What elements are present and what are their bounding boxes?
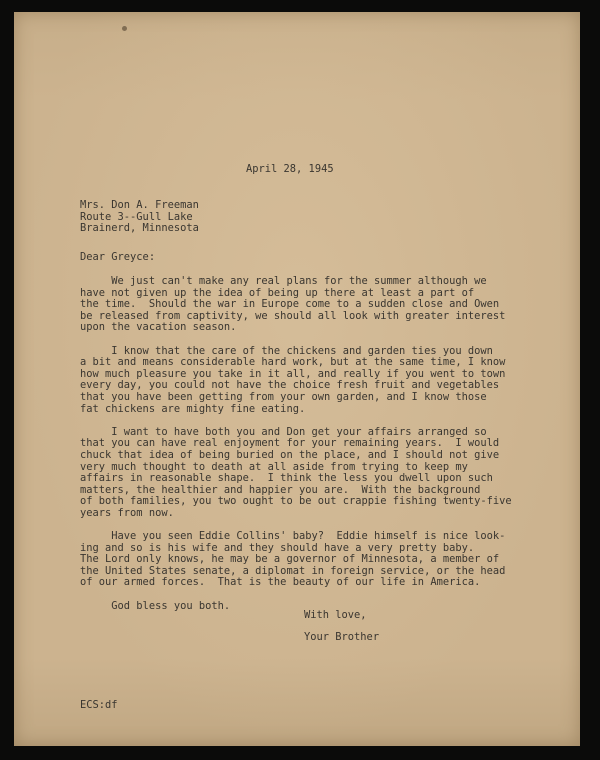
paragraph-3 [80,427,560,520]
text-line: the United States senate, a diplomat in foreign service, or the head [80,564,506,577]
recipient-address [80,200,199,235]
letter-date: April 28, 1945 [246,163,334,175]
text-line: every day, you could not have the choice fresh fruit and vegetables [80,379,500,392]
text-line: I know that the care of the chickens and garden ties you down [80,344,493,357]
text-line: ing and so is his wife and they should have a very pretty baby. [80,541,475,554]
letter-body [80,276,560,624]
text-line: God bless you both. [80,599,231,612]
text-line: have not given up the idea of being up there at least a part of [80,286,475,299]
text-line: how much pleasure you take in it all, and really if you went to town [80,367,506,380]
text-line: the time. Should the war in Europe come to a sudden close and Owen [80,298,500,311]
text-line: The Lord only knows, he may be a governor of Minnesota, a member of [80,553,500,566]
text-line: Have you seen Eddie Collins' baby? Eddie himself is nice look- [80,530,506,543]
salutation: Dear Greyce: [80,251,156,263]
text-line: that you have been getting from your own garden, and I know those [80,390,487,403]
letter-page [14,12,580,746]
text-line: of both families, you two ought to be out crappie fishing twenty-five [80,495,512,508]
signature: Your Brother [304,630,380,643]
paragraph-1 [80,276,560,334]
paragraph-4 [80,531,560,589]
text-line: very much thought to death at all aside from trying to keep my [80,460,468,473]
text-line: of our armed forces. That is the beauty of our life in America. [80,576,481,589]
text-line: upon the vacation season. [80,321,237,334]
text-line: that you can have real enjoyment for your remaining years. I would [80,437,500,450]
address-line: Brainerd, Minnesota [80,222,199,235]
closing-block [304,610,379,653]
address-line: Mrs. Don A. Freeman [80,199,199,211]
text-line: chuck that idea of being buried on the place, and I should not give [80,448,500,461]
closing: With love, [304,609,367,621]
text-line: matters, the healthier and happier you are. With the background [80,483,481,496]
text-line: I want to have both you and Don get your affairs arranged so [80,425,487,438]
typist-initials: ECS:df [80,699,118,711]
text-line: be released from captivity, we should all look with greater interest [80,309,506,322]
text-line: years from now. [80,506,174,519]
text-line: fat chickens are mighty fine eating. [80,402,306,415]
staple-mark [122,26,127,31]
text-line: We just can't make any real plans for the summer although we [80,275,487,287]
text-line: a bit and means considerable hard work, but at the same time, I know [80,356,506,369]
address-line: Route 3--Gull Lake [80,210,193,223]
text-line: affairs in reasonable shape. I think the less you dwell upon such [80,472,493,485]
paragraph-2 [80,346,560,416]
